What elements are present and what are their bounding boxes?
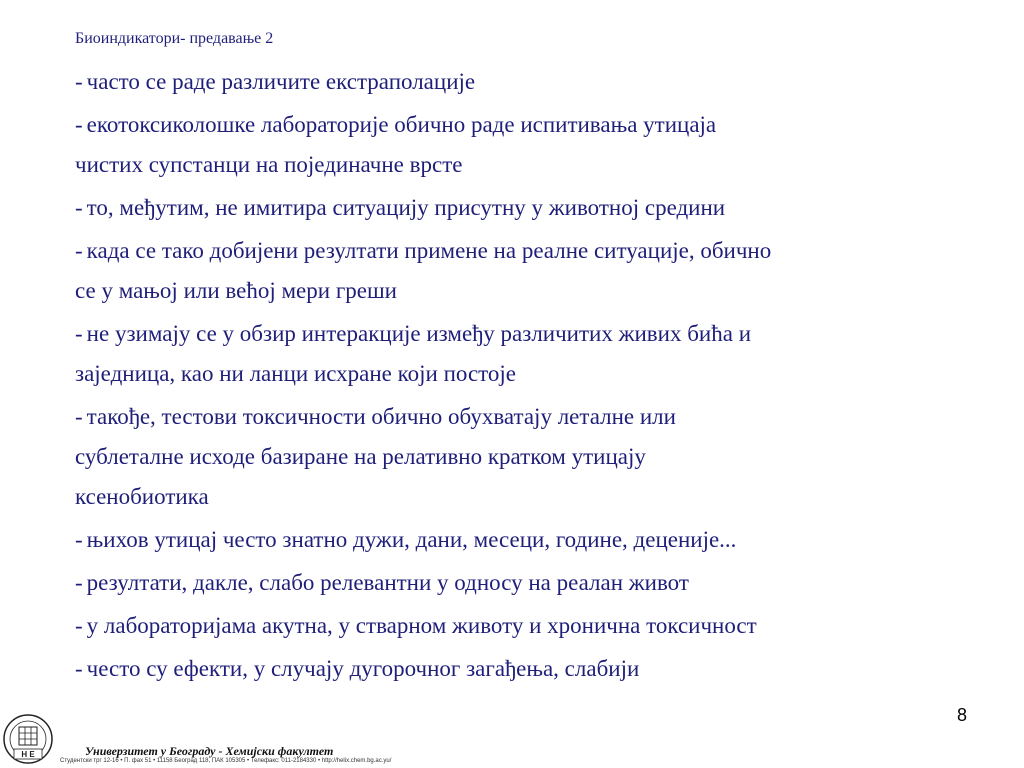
bullet-text: када се тако добијени резултати примене на реалне ситуације, обично xyxy=(86,238,772,263)
bullet-item xyxy=(75,649,975,689)
bullet-text: не узимају се у обзир интеракције између различитих живих бића и xyxy=(86,321,751,346)
bullet-dash: - xyxy=(75,570,83,595)
footer-university-title: Универзитет у Београду - Хемијски факултет xyxy=(85,744,334,758)
bullet-item xyxy=(75,188,975,228)
bullet-item xyxy=(75,606,975,646)
bullet-list xyxy=(75,62,975,692)
bullet-dash: - xyxy=(75,404,83,429)
svg-text:Н Е: Н Е xyxy=(21,750,35,759)
bullet-text: резултати, дакле, слабо релевантни у односу на реалан живот xyxy=(86,570,689,595)
bullet-text: то, међутим, не имитира ситуацију присутну у животној средини xyxy=(86,195,726,220)
slide-header-title: Биоиндикатори- предавање 2 xyxy=(75,30,274,47)
bullet-item xyxy=(75,520,975,560)
bullet-item xyxy=(75,62,975,102)
university-seal-logo xyxy=(2,713,54,765)
bullet-continuation-text: чистих супстанци на појединачне врсте xyxy=(75,152,463,177)
bullet-continuation-text: ксенобиотика xyxy=(75,484,209,509)
bullet-dash: - xyxy=(75,527,83,552)
bullet-continuation-text: се у мањој или већој мери греши xyxy=(75,278,397,303)
bullet-dash: - xyxy=(75,321,83,346)
bullet-text: често су ефекти, у случају дугорочног загађења, слабији xyxy=(86,656,640,681)
bullet-text: њихов утицај често знатно дужи, дани, месеци, године, деценије... xyxy=(86,527,737,552)
bullet-continuation-text: заједница, као ни ланци исхране који постоје xyxy=(75,361,517,386)
bullet-dash: - xyxy=(75,613,83,638)
bullet-item xyxy=(75,231,975,311)
bullet-dash: - xyxy=(75,69,83,94)
bullet-dash: - xyxy=(75,195,83,220)
page-number: 8 xyxy=(956,705,967,725)
bullet-dash: - xyxy=(75,238,83,263)
bullet-item xyxy=(75,105,975,185)
bullet-dash: - xyxy=(75,656,83,681)
bullet-text: у лабораторијама акутна, у стварном животу и хронична токсичност xyxy=(86,613,757,638)
bullet-item xyxy=(75,563,975,603)
bullet-dash: - xyxy=(75,112,83,137)
bullet-item xyxy=(75,314,975,394)
bullet-continuation-text: сублеталне исходе базиране на релативно кратком утицају xyxy=(75,444,646,469)
bullet-item xyxy=(75,397,975,517)
bullet-text: такође, тестови токсичности обично обухватају леталне или xyxy=(86,404,676,429)
bullet-text: часто се раде различите екстраполације xyxy=(86,69,476,94)
footer-address: Студентски трг 12-16 • П. фах 51 • 11158 Београд 118, ПАК 105305 • Телефакс: 011-2184330 • http://helix.chem.bg.ac.yu/ xyxy=(60,758,392,764)
bullet-text: екотоксиколошке лабораторије обично раде испитивања утицаја xyxy=(86,112,717,137)
